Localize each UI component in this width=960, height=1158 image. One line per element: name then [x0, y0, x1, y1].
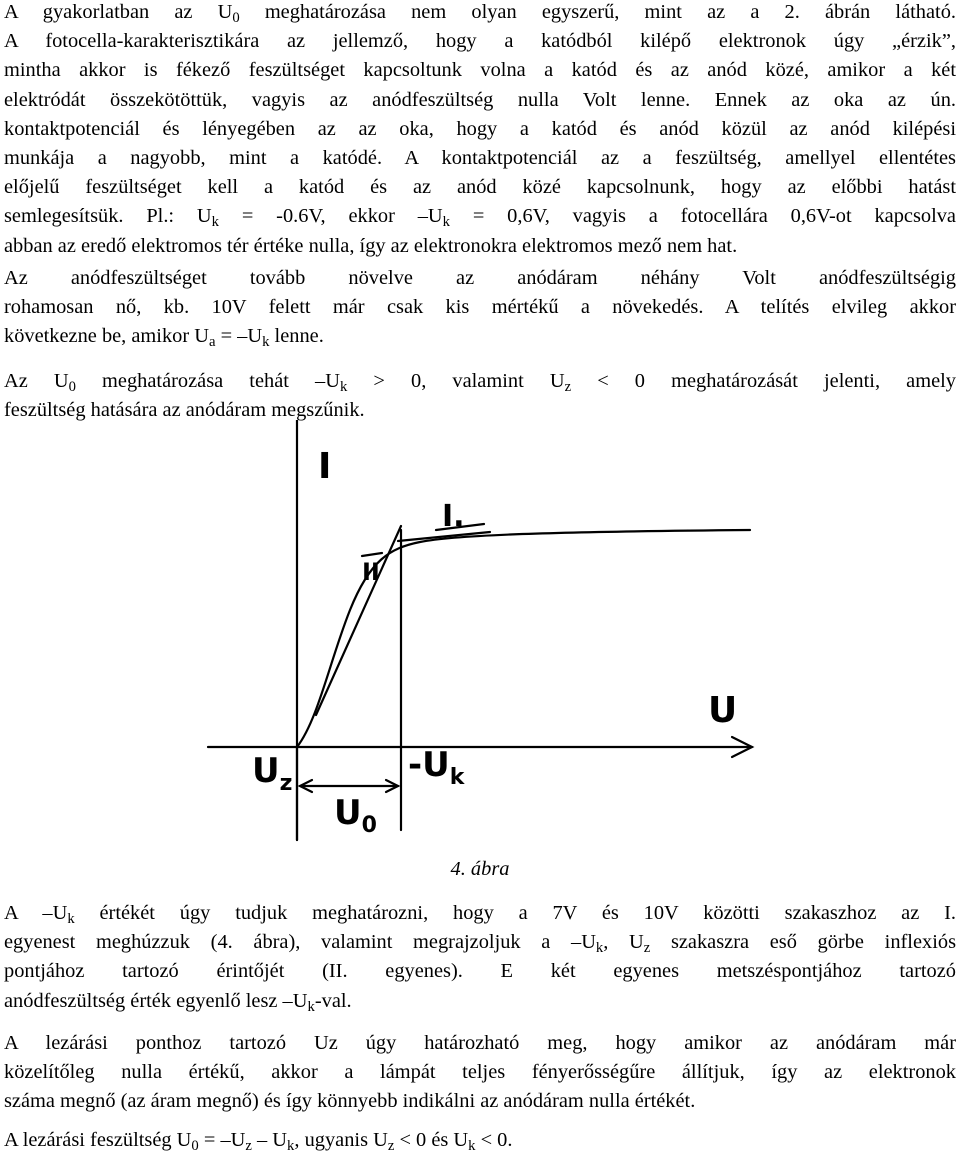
text-run: = –U — [215, 325, 263, 348]
subscript: k — [262, 334, 270, 351]
text-run: lenne. — [269, 325, 324, 348]
text-line — [4, 957, 956, 986]
paragraph-5 — [4, 1029, 956, 1117]
subscript: k — [595, 940, 604, 957]
text-line — [4, 1058, 956, 1087]
subscript: 0 — [232, 10, 240, 27]
text-run: pontjához tartozó érintőjét (II. egyenes). E két egyenes metszéspontjához tartozó — [4, 960, 956, 983]
u0-label: $U_0$ — [334, 793, 377, 838]
uz-label: $U_z$ — [252, 751, 293, 796]
text-run: A –U — [4, 902, 68, 924]
subscript: k — [442, 214, 450, 231]
paragraph-1 — [4, 0, 956, 261]
text-run: kontaktpotenciál és lényegében az az oka, hogy a katód és anód közül az anód kilépési — [4, 117, 956, 140]
text-line — [4, 1126, 956, 1155]
text-line — [4, 144, 956, 173]
line-ii — [316, 526, 401, 715]
text-run: Az anódfeszültséget tovább növelve az anódáram néhány Volt anódfeszültségig — [4, 267, 956, 289]
paragraph-6 — [4, 1126, 956, 1155]
text-run: = -0.6V, ekkor –U — [219, 205, 443, 228]
text-run: = –U — [198, 1129, 246, 1151]
text-run: = 0,6V, vagyis a fotocellára 0,6V-ot kapcsolva — [450, 205, 956, 228]
text-line — [4, 27, 956, 56]
text-line — [4, 86, 956, 115]
text-run: meghatározása tehát –U — [75, 370, 340, 392]
subscript: z — [245, 1138, 252, 1155]
text-run: elektródát összekötöttük, vagyis az anódfeszültség nulla Volt lenne. Ennek az oka az ún. — [4, 88, 956, 111]
text-run: , ugyanis U — [294, 1129, 388, 1151]
line-i-label: I. — [442, 499, 465, 534]
y-axis-label: I — [318, 446, 332, 487]
subscript: 0 — [191, 1138, 199, 1155]
text-line — [4, 1087, 956, 1116]
text-line — [4, 367, 956, 396]
text-run: – U — [251, 1129, 288, 1151]
figure-4 — [0, 420, 960, 860]
text-line — [4, 115, 956, 144]
text-run: közelítőleg nulla értékű, akkor a lámpát teljes fényerősségűre állítjuk, így az elektronok — [4, 1061, 956, 1084]
text-run: A lezárási ponthoz tartozó Uz úgy határozható meg, hogy amikor az anódáram már — [4, 1032, 956, 1054]
text-line — [4, 202, 956, 231]
text-line — [4, 173, 956, 202]
text-line — [4, 56, 956, 85]
subscript: k — [287, 1138, 295, 1155]
figure-caption: 4. ábra — [450, 858, 510, 880]
text-run: mintha akkor is fékező feszültséget kapcsoltunk volna a katód és az anód közé, amikor a két — [4, 59, 956, 82]
text-run: rohamosan nő, kb. 10V felett már csak kis mértékű a növekedés. A telítés elvileg akkor — [4, 296, 956, 319]
paragraph-4 — [4, 899, 956, 1016]
text-line — [4, 899, 956, 928]
subscript: k — [468, 1138, 476, 1155]
text-line — [4, 1029, 956, 1058]
subscript: z — [387, 1138, 395, 1155]
text-run: abban az eredő elektromos tér értéke nulla, így az elektronokra elektromos mező nem hat. — [4, 234, 738, 257]
text-run: -val. — [314, 989, 352, 1012]
text-line — [4, 928, 956, 957]
text-run: semlegesítsük. Pl.: U — [4, 205, 212, 228]
text-run: száma megnő (az áram megnő) és így könnyebb indikálni az anódáram nulla értékét. — [4, 1090, 696, 1113]
uk-label: $-U_k$ — [408, 745, 465, 790]
text-run: < 0 meghatározását jelenti, amely — [571, 370, 956, 392]
text-run: egyenest meghúzzuk (4. ábra), valamint megrajzoljuk a –U — [4, 931, 596, 954]
text-run: értékét úgy tudjuk meghatározni, hogy a 7V és 10V közötti szakaszhoz az I. — [74, 902, 956, 924]
text-line — [4, 264, 956, 293]
text-run: feszültség hatására az anódáram megszűnik. — [4, 399, 365, 422]
subscript: k — [67, 911, 75, 928]
text-run: A fotocella-karakterisztikára az jellemző, hogy a katódból kilépő elektronok úgy „érzik”, — [4, 30, 956, 53]
text-line — [4, 322, 956, 351]
subscript: a — [208, 334, 216, 351]
text-run: munkája a nagyobb, mint a katódé. A kontaktpotenciál az a feszültség, amellyel ellentétes — [4, 147, 956, 170]
subscript: k — [339, 379, 348, 396]
text-run: előjelű feszültséget kell a katód és az anód közé kapcsolnunk, hogy az előbbi hatást — [4, 176, 956, 199]
paragraph-2 — [4, 264, 956, 352]
text-run: szakaszra eső görbe inflexiós — [650, 931, 957, 954]
subscript: k — [307, 998, 315, 1015]
text-run: Az U — [4, 370, 69, 392]
text-run: A lezárási feszültség U — [4, 1129, 192, 1151]
text-line — [4, 0, 956, 27]
text-run: , U — [603, 931, 644, 954]
text-run: meghatározása nem olyan egyszerű, mint az a 2. ábrán látható. — [239, 1, 956, 23]
text-line — [4, 232, 956, 261]
text-run: > 0, valamint U — [347, 370, 565, 392]
subscript: 0 — [68, 379, 76, 396]
subscript: k — [211, 214, 219, 231]
paragraph-3 — [4, 367, 956, 425]
text-line — [4, 293, 956, 322]
line-ii-label: II — [362, 558, 380, 586]
subscript: z — [643, 940, 651, 957]
text-run: < 0. — [475, 1129, 513, 1151]
text-run: következne be, amikor U — [4, 325, 209, 348]
x-axis-label: U — [708, 690, 738, 731]
text-run: anódfeszültség érték egyenlő lesz –U — [4, 989, 308, 1012]
text-run: < 0 és U — [394, 1129, 469, 1151]
subscript: z — [564, 379, 572, 396]
text-line — [4, 987, 956, 1016]
text-run: A gyakorlatban az U — [4, 1, 233, 23]
